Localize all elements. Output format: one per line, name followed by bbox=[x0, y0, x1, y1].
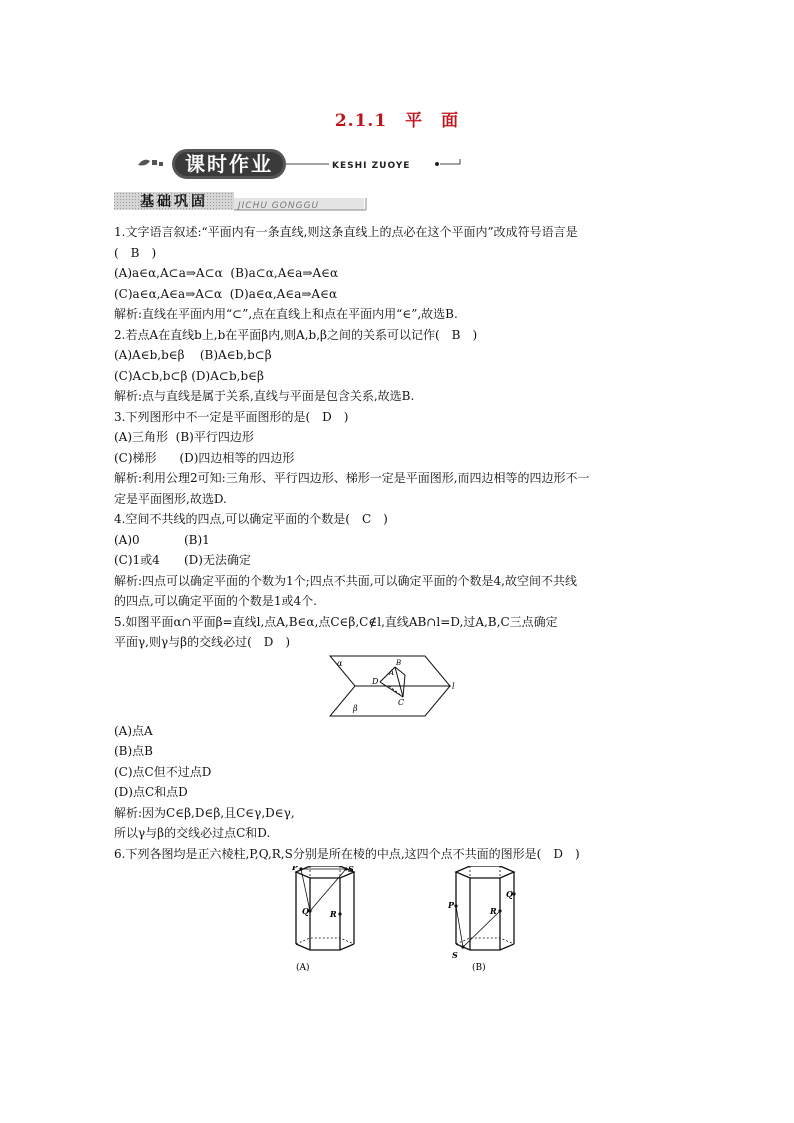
q1-option-d: (D)a∈α,A∈a⇒A∈α bbox=[229, 286, 338, 301]
section-label: 基础巩固 bbox=[140, 194, 208, 210]
q3-option-b: (B)平行四边形 bbox=[175, 430, 254, 444]
q4-option-b: (B)1 bbox=[184, 532, 210, 547]
q5-stem-2: 平面γ,则γ与β的交线必过( D ) bbox=[114, 635, 291, 649]
q2-option-a: (A)A∈b,b∈β bbox=[114, 348, 185, 362]
section-pinyin: JICHU GONGGU bbox=[238, 201, 320, 211]
q1-explanation: 解析:直线在平面内用“⊂”,点在直线上和点在平面内用“∈”,故选B. bbox=[114, 307, 458, 321]
q2-options-cd: (C)A⊂b,b⊂β (D)A⊂b,b∈β bbox=[114, 368, 264, 383]
figB-label-R: R bbox=[490, 906, 497, 916]
q5-option-c: (C)点C但不过点D bbox=[114, 764, 212, 779]
fig-label-A: A bbox=[389, 668, 395, 677]
q5-option-b: (B)点B bbox=[114, 744, 154, 758]
q6-stem: 6.下列各图均是正六棱柱,P,Q,R,S分别是所在棱的中点,这四个点不共面的图形是( D ) bbox=[114, 846, 580, 861]
q3-options-cd bbox=[114, 448, 686, 469]
banner-leaf-icon bbox=[138, 160, 163, 166]
fig-label-alpha: α bbox=[337, 658, 343, 668]
q3-options-ab bbox=[114, 427, 686, 448]
figA-caption: (A) bbox=[296, 963, 310, 973]
q4-options-cd bbox=[114, 550, 686, 571]
q5-explanation-2: 所以γ与β的交线必过点C和D. bbox=[114, 826, 271, 840]
q2-explanation: 解析:点与直线是属于关系,直线与平面是包含关系,故选B. bbox=[114, 389, 415, 403]
q4-option-a: (A)0 bbox=[114, 532, 140, 547]
banner-label: 课时作业 bbox=[185, 152, 273, 176]
q3-option-a: (A)三角形 bbox=[114, 430, 169, 444]
q4-options-ab bbox=[114, 530, 686, 551]
q3-option-d: (D)四边相等的四边形 bbox=[179, 450, 295, 465]
q1-options-cd bbox=[114, 284, 686, 305]
q4-explanation-2: 的四点,可以确定平面的个数是1或4个. bbox=[114, 594, 317, 608]
q2-stem: 2.若点A在直线b上,b在平面β内,则A,b,β之间的关系可以记作( B ) bbox=[114, 327, 478, 342]
q6-prism-figure-a bbox=[284, 866, 364, 978]
banner-pinyin: KESHI ZUOYE bbox=[332, 161, 411, 171]
figA-label-R: R bbox=[330, 909, 337, 919]
figB-label-S: S bbox=[452, 950, 458, 960]
q4-explanation-1: 解析:四点可以确定平面的个数为1个;四点不共面,可以确定平面的个数是4,故空间不共线 bbox=[114, 573, 577, 588]
fig-label-D: D bbox=[372, 676, 379, 686]
q1-option-c: (C)a∈α,A∈a⇒A⊂α bbox=[114, 286, 223, 301]
q3-explanation-2: 定是平面图形,故选D. bbox=[114, 491, 227, 506]
q4-option-d: (D)无法确定 bbox=[184, 553, 251, 567]
q3-stem: 3.下列图形中不一定是平面图形的是( D ) bbox=[114, 409, 349, 424]
figB-caption: (B) bbox=[472, 963, 486, 973]
q3-explanation-1: 解析:利用公理2可知:三角形、平行四边形、梯形一定是平面图形,而四边相等的四边形不一 bbox=[114, 471, 590, 485]
q2-option-b: (B)A∈b,b⊂β bbox=[199, 348, 272, 362]
q3-option-c: (C)梯形 bbox=[114, 450, 157, 465]
q6-figures-wrap bbox=[114, 864, 686, 982]
figB-label-P: P bbox=[448, 900, 455, 910]
worksheet-content bbox=[114, 222, 686, 982]
q5-figure-wrap bbox=[94, 653, 686, 721]
q5-explanation-1: 解析:因为C∈β,D∈β,且C∈γ,D∈γ, bbox=[114, 805, 295, 820]
q1-stem: 1.文字语言叙述:“平面内有一条直线,则这条直线上的点必在这个平面内”改成符号语言是 bbox=[114, 225, 578, 239]
q1-option-a: (A)a∈α,A⊂a⇒A⊂α bbox=[114, 266, 223, 280]
q1-answer: ( B ) bbox=[114, 245, 157, 260]
q5-stem-1: 5.如图平面α∩平面β=直线l,点A,B∈α,点C∈β,C∉l,直线AB∩l=D,过A,B,C三点确定 bbox=[114, 614, 558, 629]
fig-label-l: l bbox=[452, 681, 455, 691]
q5-planes-figure bbox=[325, 653, 455, 719]
figA-label-S: S bbox=[348, 866, 354, 874]
fig-label-beta: β bbox=[353, 703, 358, 713]
q5-option-d: (D)点C和点D bbox=[114, 785, 188, 799]
jichu-gonggu-label bbox=[114, 190, 374, 216]
figA-label-P: P bbox=[292, 866, 299, 872]
q1-options-ab bbox=[114, 263, 686, 284]
q4-stem: 4.空间不共线的四点,可以确定平面的个数是( C ) bbox=[114, 512, 388, 526]
q4-option-c: (C)1或4 bbox=[114, 553, 160, 567]
figB-label-Q: Q bbox=[506, 889, 513, 899]
q6-prism-figure-b bbox=[444, 866, 524, 978]
q5-option-a: (A)点A bbox=[114, 723, 153, 738]
keshi-zuoye-banner bbox=[134, 147, 464, 181]
q2-options-ab bbox=[114, 345, 686, 366]
fig-label-C: C bbox=[398, 697, 405, 707]
page-title: 2.1.1 平 面 bbox=[334, 111, 460, 131]
q1-option-b: (B)a⊂α,A∈a⇒A∈α bbox=[230, 266, 339, 280]
figA-label-Q: Q bbox=[302, 906, 309, 916]
fig-label-B: B bbox=[396, 658, 402, 667]
